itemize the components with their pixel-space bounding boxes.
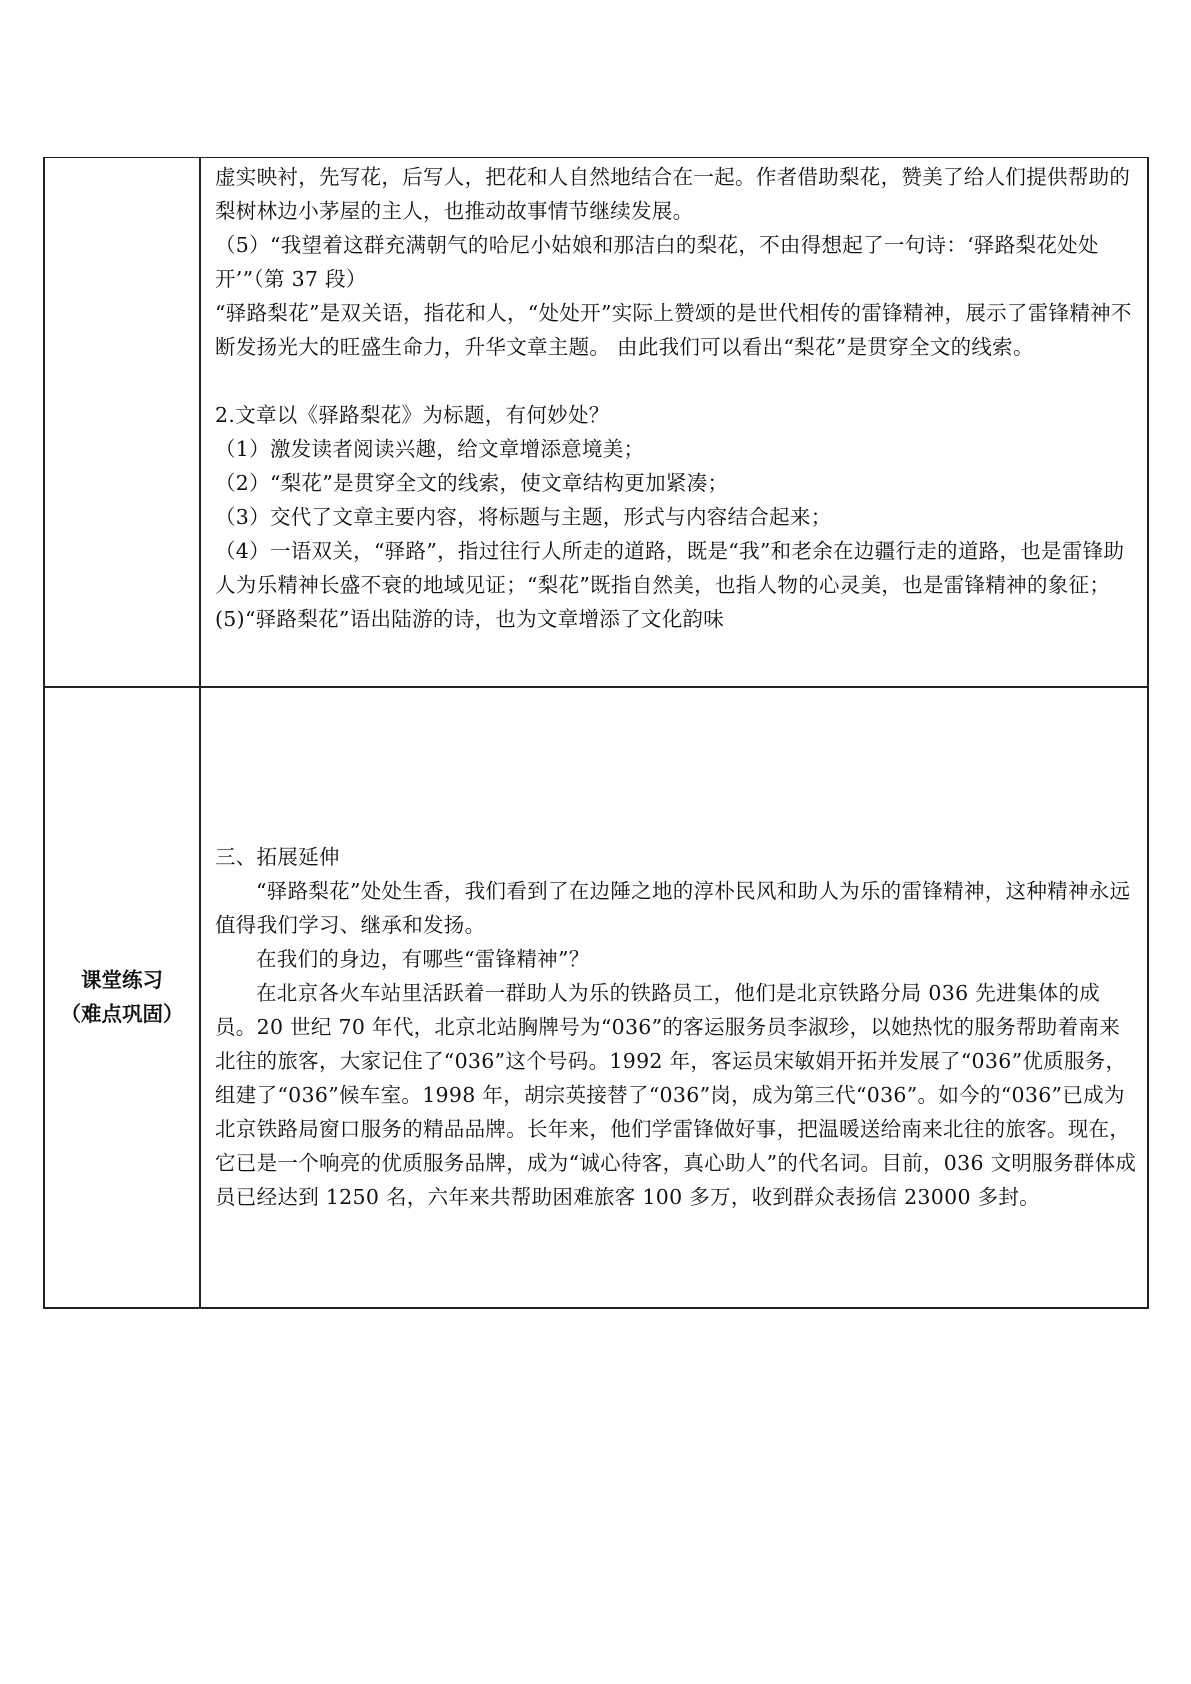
question-heading: 2.文章以《驿路梨花》为标题，有何妙处？	[215, 403, 610, 427]
practice-text	[201, 688, 1147, 1214]
paragraph: 在我们的身边，有哪些“雷锋精神”？	[256, 946, 590, 971]
answer-item: （3）交代了文章主要内容，将标题与主题，形式与内容结合起来；	[215, 505, 832, 529]
label-cell-empty	[44, 158, 200, 687]
answer-item: （2）“梨花”是贯穿全文的线索，使文章结构更加紧凑；	[215, 471, 729, 495]
content-cell-practice	[200, 687, 1148, 1308]
answer-item: (5)“驿路梨花”语出陆游的诗，也为文章增添了文化韵味	[215, 607, 725, 631]
table-row-analysis	[44, 158, 1148, 687]
answer-item: （4）一语双关，“驿路”，指过往行人所走的道路，既是“我”和老余在边疆行走的道路，也是雷锋助人为乐精神长盛不衰的地域见证；“梨花”既指自然美，也指人物的心灵美，也是雷锋精神的象征；	[215, 539, 1125, 597]
paragraph: “驿路梨花”处处生香，我们看到了在边陲之地的淳朴民风和助人为乐的雷锋精神，这种精神永远值得我们学习、继承和发扬。	[215, 878, 1131, 937]
answer-item: （1）激发读者阅读兴趣，给文章增添意境美；	[215, 437, 645, 461]
label-cell-practice	[44, 687, 200, 1308]
section-sublabel: （难点巩固）	[60, 1002, 184, 1027]
blank-line	[215, 364, 1137, 398]
paragraph: 在北京各火车站里活跃着一群助人为乐的铁路员工，他们是北京铁路分局 036 先进集体的成员。20 世纪 70 年代，北京北站胸牌号为“036”的客运服务员李淑珍，以她热忱的服务帮助着南来北往的旅客，大家记住了“036”这个号码。1992 年，客运员宋敏娟开拓并发展了“036”优质服务，组建了“036”候车室。1998 年，胡宗英接替了“036”岗，成为第三代“036”。如今的“036”已成为北京铁路局窗口服务的精品品牌。长年来，他们学雷锋做好事，把温暖送给南来北往的旅客。现在，它已是一个响亮的优质服务品牌，成为“诚心待客，真心助人”的代名词。目前，036 文明服务群体成员已经达到 1250 名，六年来共帮助困难旅客 100 多万，收到群众表扬信 23000 多封。	[215, 980, 1137, 1209]
analysis-line: （5）“我望着这群充满朝气的哈尼小姑娘和那洁白的梨花，不由得想起了一句诗：‘驿路梨花处处开’”（第 37 段）	[215, 233, 1099, 291]
section-label: 课堂练习	[81, 968, 163, 993]
analysis-text	[201, 158, 1147, 636]
content-cell-analysis	[200, 158, 1148, 687]
analysis-line: 虚实映衬，先写花，后写人，把花和人自然地结合在一起。作者借助梨花，赞美了给人们提供帮助的梨树林边小茅屋的主人，也推动故事情节继续发展。	[215, 165, 1131, 223]
analysis-line: “驿路梨花”是双关语，指花和人，“处处开”实际上赞颂的是世代相传的雷锋精神，展示了雷锋精神不断发扬光大的旺盛生命力，升华文章主题。 由此我们可以看出“梨花”是贯穿全文的线索。	[215, 301, 1132, 359]
lesson-plan-table	[43, 157, 1149, 1309]
table-row-practice	[44, 687, 1148, 1308]
extension-heading: 三、拓展延伸	[215, 844, 340, 869]
